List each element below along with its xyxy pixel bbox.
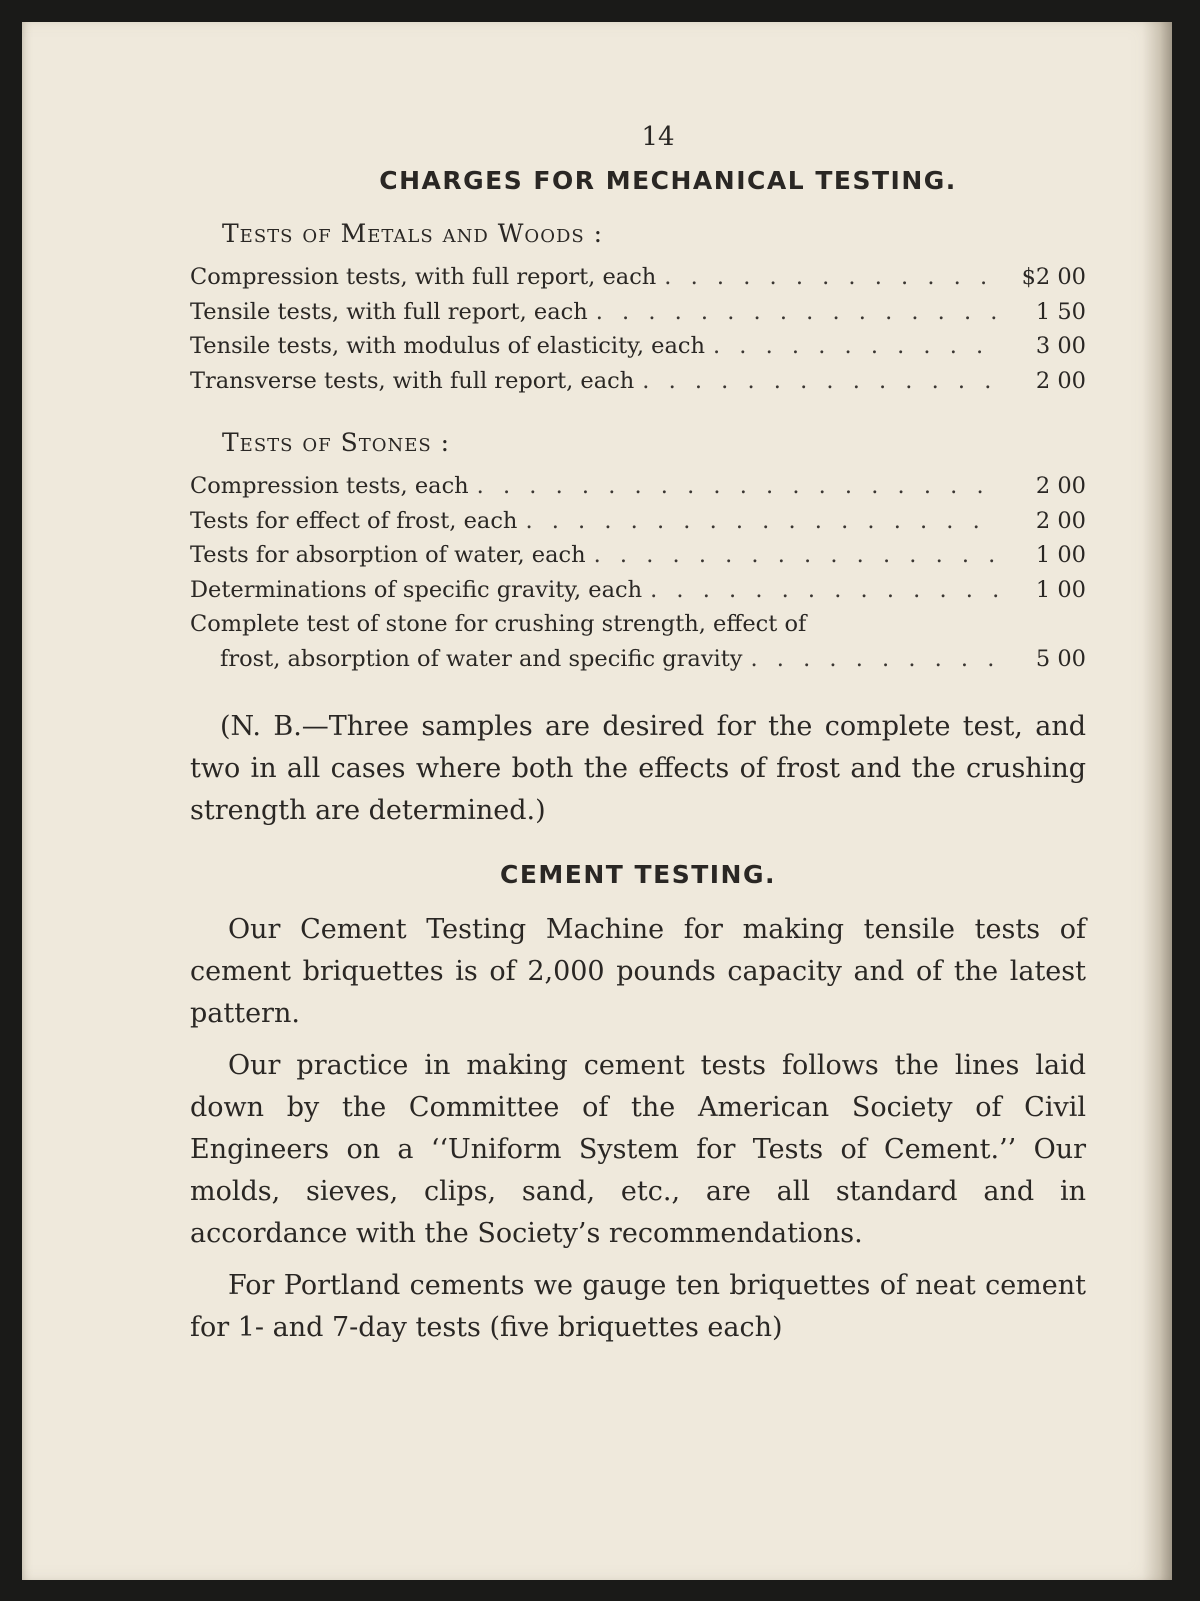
metals-price-list bbox=[190, 260, 1086, 398]
price-row bbox=[190, 295, 1086, 330]
page-number: 14 bbox=[641, 122, 675, 152]
dot-leader bbox=[525, 504, 1000, 539]
dot-leader bbox=[751, 642, 1001, 677]
cement-paragraph: Our Cement Testing Machine for making tensile tests of cement briquettes is of 2,000 pounds capacity and of the latest pattern. bbox=[190, 914, 1086, 1029]
price-row-amount: 2 00 bbox=[1035, 507, 1086, 534]
price-row-amount: $2 00 bbox=[1021, 264, 1086, 290]
price-row bbox=[190, 573, 1086, 608]
dot-leader bbox=[713, 329, 1000, 364]
price-row-amount: 1 00 bbox=[1035, 576, 1086, 603]
price-row bbox=[190, 364, 1086, 399]
metals-woods-heading: Tests of Metals and Woods : bbox=[222, 219, 604, 248]
price-row bbox=[190, 329, 1086, 364]
stones-heading: Tests of Stones : bbox=[222, 428, 451, 457]
dot-leader bbox=[664, 260, 1000, 295]
price-row bbox=[190, 504, 1086, 539]
stones-price-list bbox=[190, 469, 1086, 676]
cement-paragraph: Our practice in making cement tests follows the lines laid down by the Committee of the American Society of Civil Engineers on a ‘‘Uniform System for Tests of Cement.’’ Our molds, sieves, clips, sand, etc., are all standard and in accordance with the Society’s recommendations. bbox=[190, 1050, 1086, 1249]
price-row-description: Determinations of specific gravity, each bbox=[190, 576, 643, 603]
sample-note bbox=[190, 706, 1086, 832]
cement-paragraph: For Portland cements we gauge ten briquettes of neat cement for 1- and 7-day tests (five briquettes each) bbox=[190, 1270, 1086, 1343]
page-content bbox=[190, 122, 1086, 1359]
page bbox=[22, 22, 1172, 1580]
price-row-description: Tensile tests, with full report, each bbox=[190, 298, 588, 325]
price-row-description-continued: frost, absorption of water and specific gravity bbox=[220, 645, 743, 672]
price-row-amount: 2 00 bbox=[1035, 473, 1086, 499]
price-row-description: Tests for absorption of water, each bbox=[190, 542, 586, 568]
page-gutter-shadow bbox=[1142, 22, 1172, 1580]
price-row bbox=[190, 538, 1086, 573]
price-row-description: Transverse tests, with full report, each bbox=[190, 367, 635, 394]
price-row-description: Compression tests, with full report, each bbox=[190, 264, 657, 290]
price-row-amount: 1 00 bbox=[1035, 542, 1086, 568]
price-row bbox=[190, 642, 1086, 677]
price-row-amount: 1 50 bbox=[1035, 298, 1086, 325]
dot-leader bbox=[650, 573, 1000, 608]
price-row-description: Tests for effect of frost, each bbox=[190, 507, 518, 534]
price-row-description: Tensile tests, with modulus of elasticity, each bbox=[190, 333, 705, 359]
dot-leader bbox=[477, 469, 1000, 504]
dot-leader bbox=[594, 538, 1000, 573]
price-row bbox=[190, 260, 1086, 295]
mechanical-testing-title: CHARGES FOR MECHANICAL TESTING. bbox=[379, 166, 957, 195]
price-row-amount: 3 00 bbox=[1035, 333, 1086, 359]
price-row bbox=[190, 469, 1086, 504]
dot-leader bbox=[642, 364, 1000, 399]
cement-testing-title: CEMENT TESTING. bbox=[500, 860, 776, 889]
dot-leader bbox=[596, 295, 1000, 330]
price-row-amount: 5 00 bbox=[1035, 645, 1086, 672]
price-row-amount: 2 00 bbox=[1035, 367, 1086, 394]
complete-stone-test-row bbox=[190, 607, 1086, 676]
price-row-description: Complete test of stone for crushing strength, effect of bbox=[190, 611, 807, 637]
price-row-description: Compression tests, each bbox=[190, 473, 469, 499]
sample-note-text: (N. B.—Three samples are desired for the complete test, and two in all cases where both the effects of frost and the crushing strength are determined.) bbox=[190, 711, 1086, 826]
